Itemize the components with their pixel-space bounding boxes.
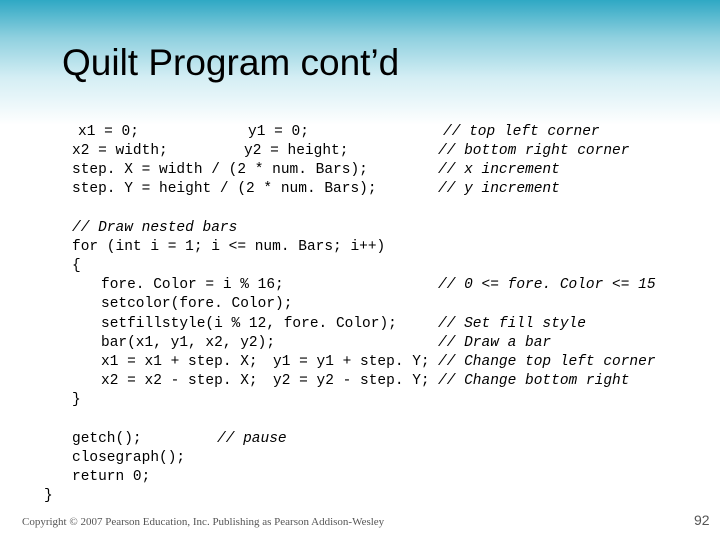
slide-title: Quilt Program cont’d <box>62 42 400 83</box>
code-bar: bar(x1, y1, x2, y2); <box>101 335 276 351</box>
code-stepy: step. Y = height / (2 * num. Bars); <box>72 181 377 197</box>
code-close-brace-main: } <box>44 488 53 504</box>
code-forecolor: fore. Color = i % 16; <box>101 277 284 293</box>
code-comment-top-left: // top left corner <box>443 124 600 140</box>
code-comment-bottom-right: // bottom right corner <box>438 143 630 159</box>
page-number: 92 <box>694 512 710 528</box>
code-y1-update: y1 = y1 + step. Y; <box>273 354 430 370</box>
code-comment-change-top-left: // Change top left corner <box>438 354 656 370</box>
code-for-loop: for (int i = 1; i <= num. Bars; i++) <box>72 239 386 255</box>
code-close-brace-loop: } <box>72 392 81 408</box>
code-stepx: step. X = width / (2 * num. Bars); <box>72 162 368 178</box>
code-comment-x-increment: // x increment <box>438 162 560 178</box>
code-x1-update: x1 = x1 + step. X; <box>101 354 258 370</box>
code-closegraph: closegraph(); <box>72 450 186 466</box>
code-setfillstyle: setfillstyle(i % 12, fore. Color); <box>101 316 397 332</box>
code-x1-init: x1 = 0; <box>78 124 139 140</box>
code-x2-init: x2 = width; <box>72 143 168 159</box>
code-open-brace: { <box>72 258 81 274</box>
code-x2-update: x2 = x2 - step. X; <box>101 373 258 389</box>
code-return: return 0; <box>72 469 151 485</box>
code-comment-change-bottom-right: // Change bottom right <box>438 373 630 389</box>
code-comment-fill-style: // Set fill style <box>438 316 586 332</box>
copyright-footer: Copyright © 2007 Pearson Education, Inc. Publishing as Pearson Addison-Wesley <box>22 516 385 528</box>
code-comment-draw-nested: // Draw nested bars <box>72 220 238 236</box>
code-comment-pause: // pause <box>217 431 287 447</box>
code-comment-draw-bar: // Draw a bar <box>438 335 552 351</box>
code-y2-update: y2 = y2 - step. Y; <box>273 373 430 389</box>
code-y1-init: y1 = 0; <box>248 124 309 140</box>
code-getch: getch(); <box>72 431 142 447</box>
code-comment-y-increment: // y increment <box>438 181 560 197</box>
code-setcolor: setcolor(fore. Color); <box>101 296 293 312</box>
code-y2-init: y2 = height; <box>244 143 349 159</box>
code-comment-forecolor-range: // 0 <= fore. Color <= 15 <box>438 277 656 293</box>
